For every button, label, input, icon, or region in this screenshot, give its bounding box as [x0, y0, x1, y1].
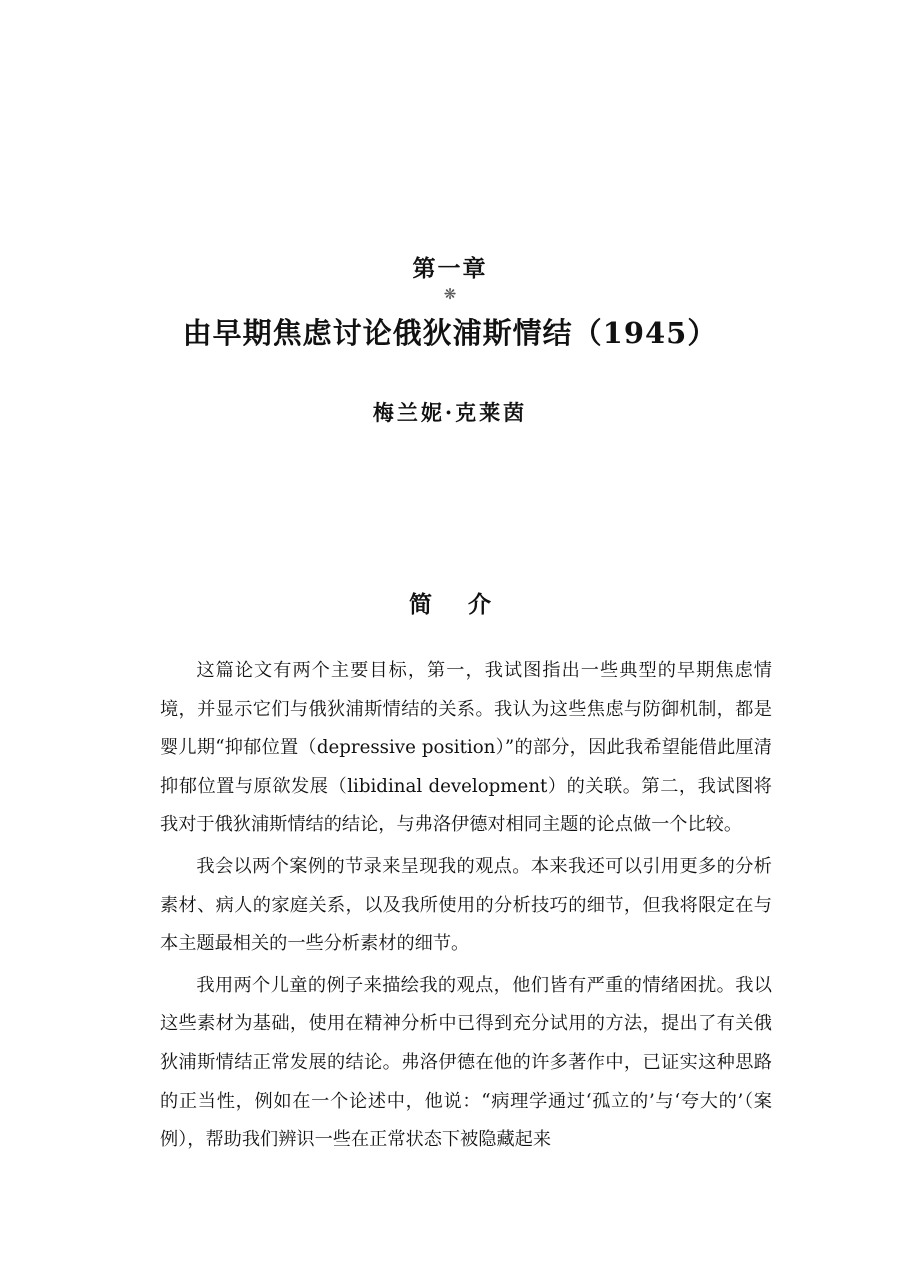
chapter-label: 第一章 [412, 255, 488, 282]
body-text [160, 652, 772, 1163]
paragraph: 我用两个儿童的例子来描绘我的观点，他们皆有严重的情绪困扰。我以这些素材为基础，使用在精神分析中已得到充分试用的方法，提出了有关俄狄浦斯情结正常发展的结论。弗洛伊德在他的许多著作中，已证实这种思路的正当性，例如在一个论述中，他说：“病理学通过‘孤立的’与‘夸大的’（案例），帮助我们辨识一些在正常状态下被隐藏起来 [160, 974, 772, 1151]
chapter-title: 由早期焦虑讨论俄狄浦斯情结（1945） [182, 316, 718, 350]
author-name: 梅兰妮·克莱茵 [372, 400, 528, 425]
paragraph: 我会以两个案例的节录来呈现我的观点。本来我还可以引用更多的分析素材、病人的家庭关系，以及我所使用的分析技巧的细节，但我将限定在与本主题最相关的一些分析素材的细节。 [160, 855, 772, 955]
ornament-icon: ❋ [443, 285, 457, 303]
paragraph: 这篇论文有两个主要目标，第一，我试图指出一些典型的早期焦虑情境，并显示它们与俄狄浦斯情结的关系。我认为这些焦虑与防御机制，都是婴儿期“抑郁位置（depressive position）”的部分，因此我希望能借此厘清抑郁位置与原欲发展（libidinal development）的关联。第二，我试图将我对于俄狄浦斯情结的结论，与弗洛伊德对相同主题的论点做一个比较。 [160, 660, 772, 836]
section-heading: 简介 [409, 591, 527, 618]
